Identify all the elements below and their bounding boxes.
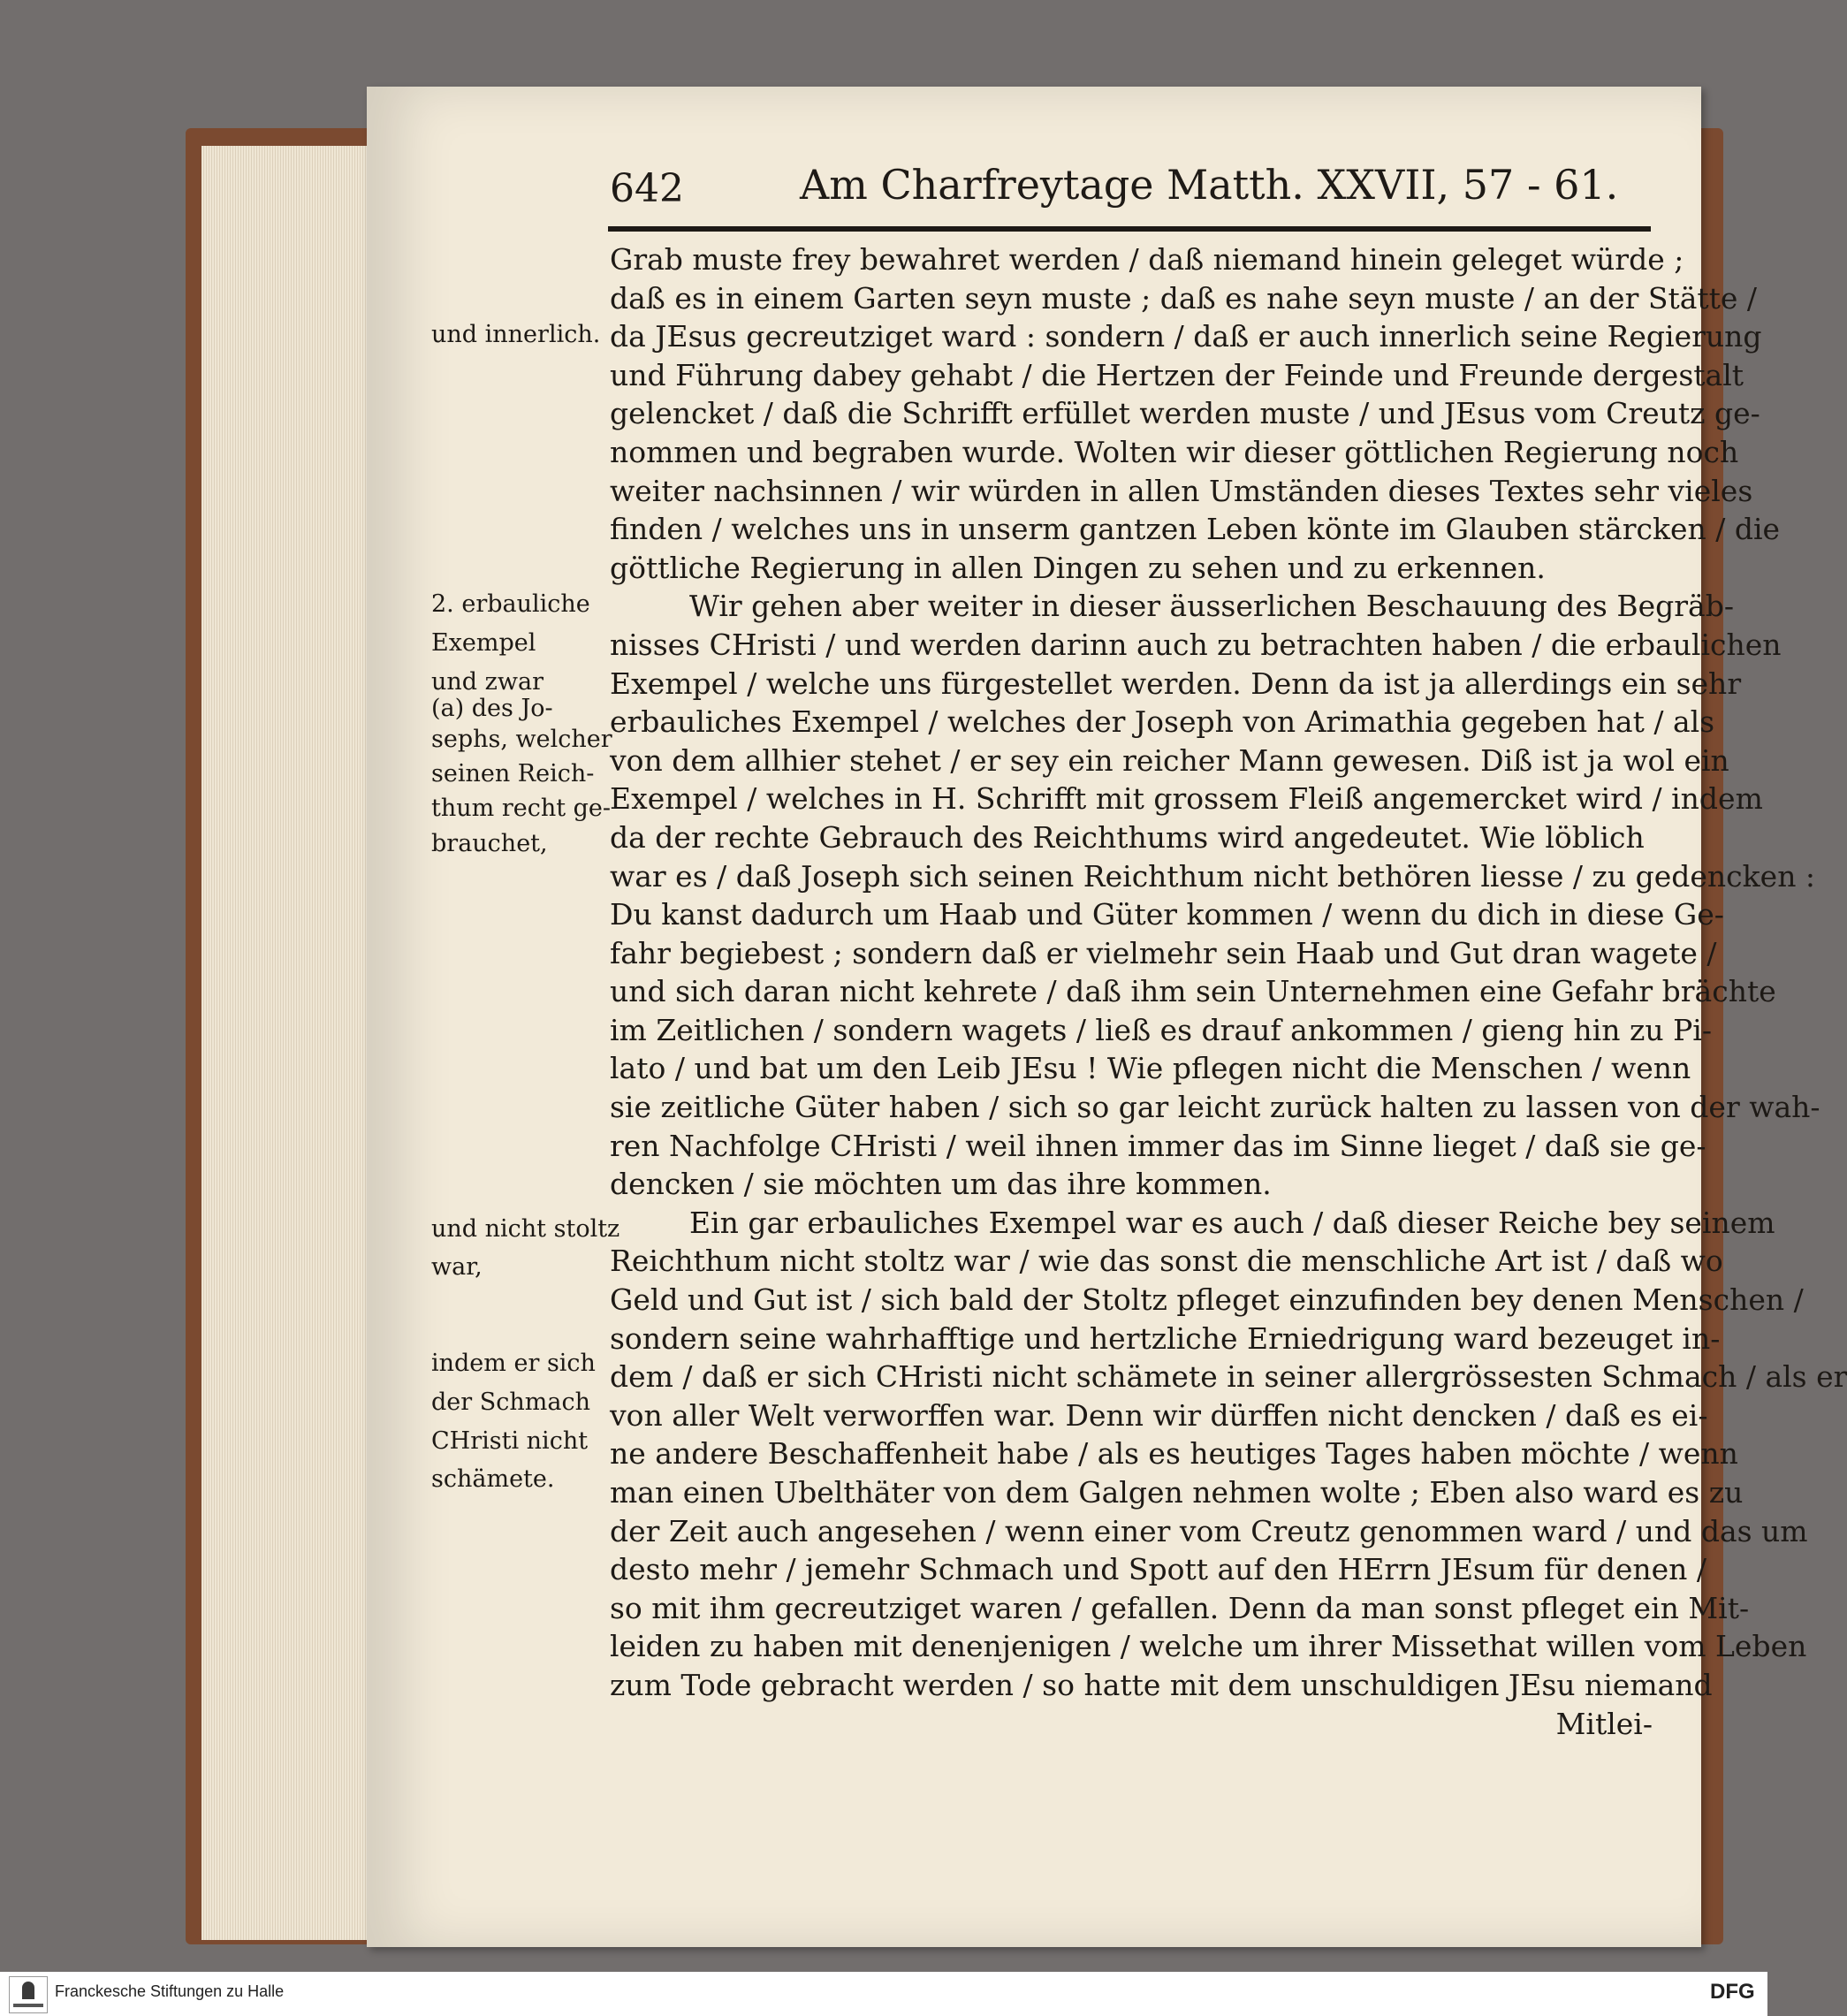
text-line: Ein gar erbauliches Exempel war es auch / daß dieser Reiche bey seinem (689, 1205, 1775, 1240)
text-line: göttliche Regierung in allen Dingen zu sehen und zu erkennen. (610, 550, 1546, 585)
text-line: Mitlei- (1555, 1706, 1653, 1741)
running-head: Am Charfreytage Matth. XXVII, 57 - 61. (800, 161, 1619, 209)
text-line: leiden zu haben mit denenjenigen / welche um ihrer Missethat willen vom Leben (610, 1629, 1807, 1664)
text-line: der Zeit auch angesehen / wenn einer vom Creutz genommen ward / und das um (610, 1513, 1808, 1548)
body-text (610, 240, 1847, 1743)
text-line: sie zeitliche Güter haben / sich so gar leicht zurück halten zu lassen von der wah- (610, 1090, 1820, 1125)
text-line: daß es in einem Garten seyn muste ; daß es nahe seyn muste / an der Stätte / (610, 280, 1758, 316)
text-line: war es / daß Joseph sich seinen Reichthum nicht bethören liesse / zu gedencken : (610, 858, 1816, 894)
text-line: Grab muste frey bewahret werden / daß niemand hinein geleget würde ; (610, 242, 1684, 277)
margin-note: und innerlich. (431, 321, 601, 349)
margin-note: brauchet, (431, 829, 548, 857)
margin-note: thum recht ge- (431, 795, 612, 823)
text-line: finden / welches uns in unserm gantzen Leben könte im Glauben stärcken / die (610, 512, 1781, 547)
text-line: Du kanst dadurch um Haab und Güter kommen / wenn du dich in diese Ge- (610, 897, 1724, 932)
dfg-logo: DFG (1710, 1980, 1755, 2004)
text-line: Exempel / welche uns fürgestellet werden. Denn da ist ja allerdings ein sehr (610, 666, 1742, 701)
page-number: 642 (610, 166, 684, 211)
text-line: zum Tode gebracht werden / so hatte mit dem unschuldigen JEsu niemand (610, 1667, 1713, 1702)
text-line: so mit ihm gecreutziget waren / gefallen. Denn da man sonst pfleget ein Mit- (610, 1590, 1750, 1625)
margin-note: und zwar (431, 667, 543, 696)
text-line: fahr begiebest ; sondern daß er vielmehr sein Haab und Gut dran wagete / (610, 935, 1717, 970)
margin-note: sephs, welcher (431, 726, 612, 753)
text-line: desto mehr / jemehr Schmach und Spott auf den HErrn JEsum für denen / (610, 1552, 1707, 1587)
institution-label: Franckesche Stiftungen zu Halle (55, 1982, 285, 2000)
margin-note: der Schmach (431, 1388, 590, 1416)
text-line: da der rechte Gebrauch des Reichthums wird angedeutet. Wie löblich (610, 819, 1645, 855)
margin-note: schämete. (431, 1465, 555, 1494)
text-line: von aller Welt verworffen war. Denn wir dürffen nicht dencken / daß es ei- (610, 1397, 1708, 1433)
text-line: Reichthum nicht stoltz war / wie das sonst die menschliche Art ist / daß wo (610, 1244, 1723, 1279)
text-line: dencken / sie möchten um das ihre kommen. (610, 1167, 1272, 1202)
text-line: im Zeitlichen / sondern wagets / ließ es drauf ankommen / gieng hin zu Pi- (610, 1012, 1713, 1047)
text-line: ne andere Beschaffenheit habe / als es heutiges Tages haben möchte / wenn (610, 1436, 1738, 1472)
text-line: dem / daß er sich CHristi nicht schämete in seiner allergrössesten Schmach / als er (610, 1359, 1847, 1395)
text-line: da JEsus gecreutziget ward : sondern / daß er auch innerlich seine Regierung (610, 319, 1762, 354)
margin-note: seinen Reich- (431, 760, 595, 788)
text-line: Geld und Gut ist / sich bald der Stoltz pfleget einzufinden bey denen Menschen / (610, 1282, 1804, 1318)
margin-note: war, (431, 1253, 483, 1282)
text-line: Wir gehen aber weiter in dieser äusserlichen Beschauung des Begräb- (689, 589, 1734, 624)
text-line: weiter nachsinnen / wir würden in allen Umständen dieses Textes sehr vieles (610, 473, 1753, 508)
margin-note: Exempel (431, 629, 536, 657)
text-line: lato / und bat um den Leib JEsu ! Wie pflegen nicht die Menschen / wenn (610, 1051, 1691, 1086)
margin-note: 2. erbauliche (431, 590, 590, 619)
page-edges (201, 146, 391, 1940)
text-line: und sich daran nicht kehrete / daß ihm sein Unternehmen eine Gefahr brächte (610, 974, 1776, 1009)
text-line: erbauliches Exempel / welches der Joseph von Arimathia gegeben hat / als (610, 704, 1715, 740)
margin-note: (a) des Jo- (431, 695, 553, 723)
institution-logo-icon (9, 1976, 48, 2013)
text-line: von dem allhier stehet / er sey ein reicher Mann gewesen. Diß ist ja wol ein (610, 742, 1729, 778)
text-line: nommen und begraben wurde. Wolten wir dieser göttlichen Regierung noch (610, 434, 1739, 469)
text-line: Exempel / welches in H. Schrifft mit grossem Fleiß angemercket wird / indem (610, 781, 1763, 817)
text-line: nisses CHristi / und werden darinn auch zu betrachten haben / die erbaulichen (610, 627, 1782, 662)
text-line: gelencket / daß die Schrifft erfüllet werden muste / und JEsus vom Creutz ge- (610, 396, 1760, 431)
text-line: ren Nachfolge CHristi / weil ihnen immer das im Sinne lieget / daß sie ge- (610, 1128, 1706, 1163)
margin-note: CHristi nicht (431, 1426, 589, 1455)
margin-note: und nicht stoltz (431, 1214, 620, 1243)
head-rule (608, 226, 1651, 232)
text-line: und Führung dabey gehabt / die Hertzen der Feinde und Freunde dergestalt (610, 357, 1744, 392)
text-line: sondern seine wahrhafftige und hertzliche Erniedrigung ward bezeuget in- (610, 1320, 1721, 1356)
margin-note: indem er sich (431, 1350, 596, 1378)
text-line: man einen Ubelthäter von dem Galgen nehmen wolte ; Eben also ward es zu (610, 1475, 1744, 1510)
